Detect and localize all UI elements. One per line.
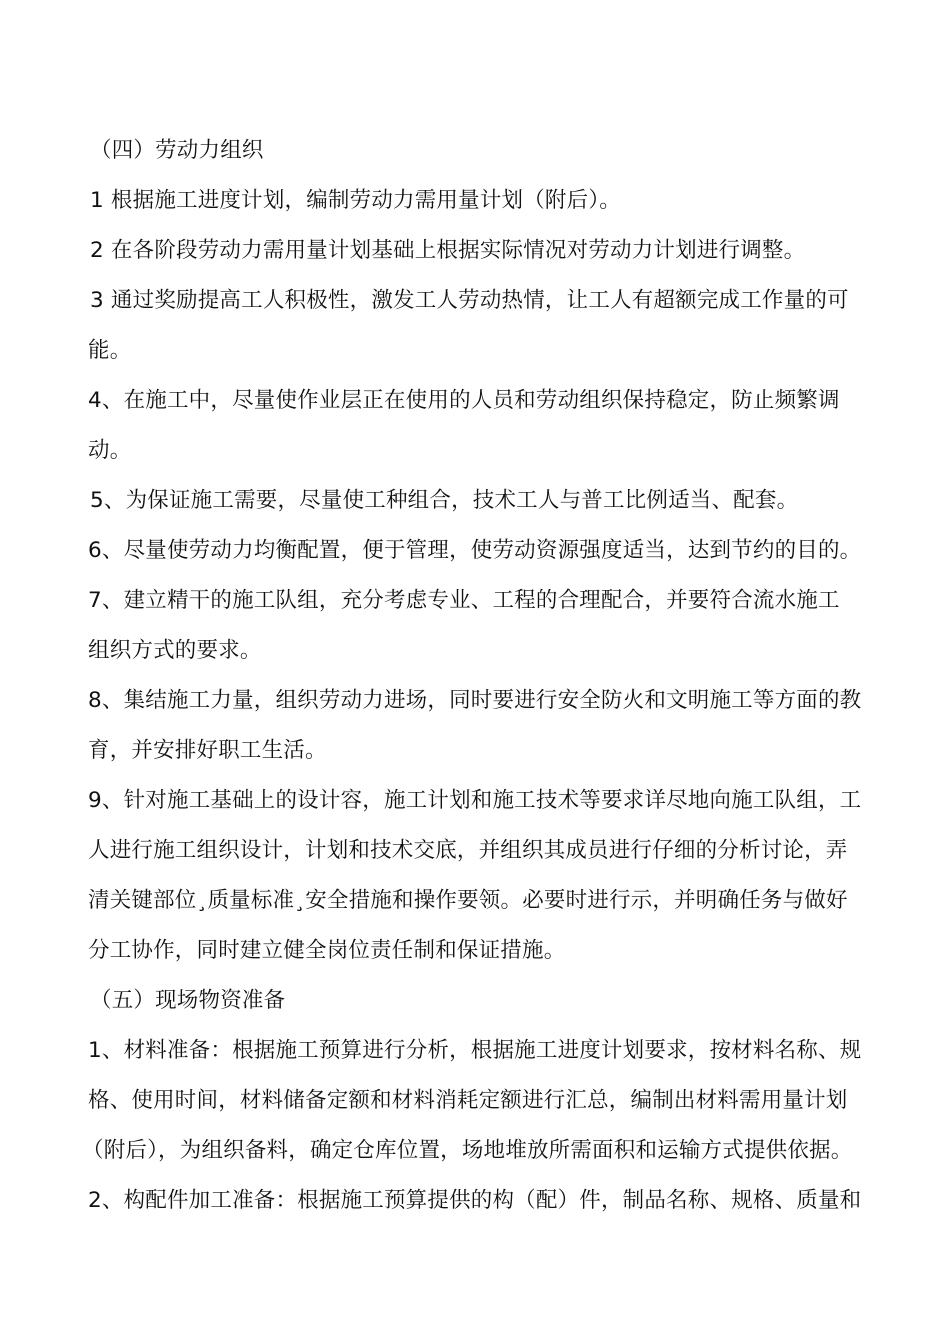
paragraph-line: 5、为保证施工需要，尽量使工种组合，技术工人与普工比例适当、配套。 bbox=[90, 488, 799, 513]
paragraph-line: 动。 bbox=[88, 438, 132, 463]
paragraph-line: 6、尽量使劳动力均衡配置，便于管理，使劳动资源强度适当，达到节约的目的。 bbox=[88, 538, 862, 563]
paragraph-line: 2 在各阶段劳动力需用量计划基础上根据实际情况对劳动力计划进行调整。 bbox=[90, 238, 806, 263]
paragraph-line: 4、在施工中，尽量使作业层正在使用的人员和劳动组织保持稳定，防止频繁调 bbox=[88, 388, 840, 413]
paragraph-line: 分工协作，同时建立健全岗位责任制和保证措施。 bbox=[88, 938, 566, 963]
paragraph-line: 清关键部位¸质量标准¸安全措施和操作要领。必要时进行示，并明确任务与做好 bbox=[88, 888, 848, 913]
paragraph-line: （附后），为组织备料，确定仓库位置，场地堆放所需面积和运输方式提供依据。 bbox=[82, 1138, 853, 1163]
paragraph-line: 1、材料准备：根据施工预算进行分析，根据施工进度计划要求，按材料名称、规 bbox=[88, 1038, 862, 1063]
paragraph-line: 格、使用时间，材料储备定额和材料消耗定额进行汇总，编制出材料需用量计划 bbox=[88, 1088, 848, 1113]
paragraph-line: 人进行施工组织设计，计划和技术交底，并组织其成员进行仔细的分析讨论，弄 bbox=[88, 838, 848, 863]
paragraph-line: 8、集结施工力量，组织劳动力进场，同时要进行安全防火和文明施工等方面的教 bbox=[88, 688, 862, 713]
paragraph-line: 7、建立精干的施工队组，充分考虑专业、工程的合理配合，并要符合流水施工 bbox=[88, 588, 840, 613]
paragraph-line: 育，并安排好职工生活。 bbox=[88, 738, 327, 763]
paragraph-line: 能。 bbox=[88, 338, 132, 363]
paragraph-line: 组织方式的要求。 bbox=[88, 638, 262, 663]
section-heading-labor: （四）劳动力组织 bbox=[90, 138, 264, 163]
paragraph-line: 1 根据施工进度计划，编制劳动力需用量计划（附后）。 bbox=[90, 188, 621, 213]
paragraph-line: 3 通过奖励提高工人积极性，激发工人劳动热情，让工人有超额完成工作量的可 bbox=[90, 288, 849, 313]
section-heading-materials: （五）现场物资准备 bbox=[90, 988, 286, 1013]
paragraph-line: 2、构配件加工准备：根据施工预算提供的构（配）件，制品名称、规格、质量和 bbox=[88, 1188, 862, 1213]
paragraph-line: 9、针对施工基础上的设计容，施工计划和施工技术等要求详尽地向施工队组，工 bbox=[88, 788, 862, 813]
